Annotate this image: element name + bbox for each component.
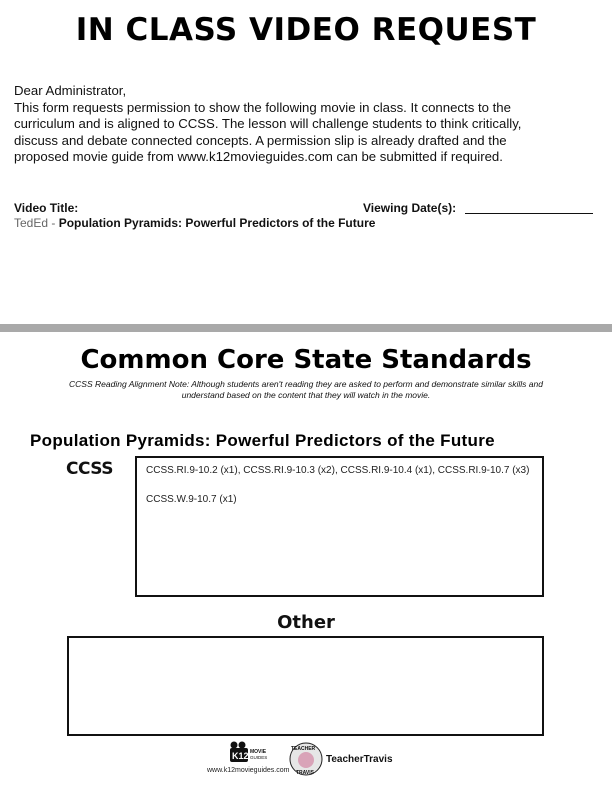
viewing-date-field[interactable] [465,201,593,214]
section-divider [0,324,612,332]
letter-line: curriculum and is aligned to CCSS. The lesson will challenge students to think critically, [14,116,522,131]
ccss-note-line: understand based on the content that they will watch in the movie. [181,390,431,400]
teacher-travis-badge [288,741,324,777]
request-letter [14,83,584,166]
video-source: TedEd - [14,216,59,230]
video-title-label: Video Title: [14,201,79,215]
letter-line: This form requests permission to show the following movie in class. It connects to the [14,99,511,115]
badge-heart-icon [298,752,314,768]
ccss-section-title: Common Core State Standards [80,345,532,375]
k12-movie-guides-logo [210,740,285,780]
video-title-text: Population Pyramids: Powerful Predictors of the Future [58,216,376,230]
footer-brand: TeacherTravis [326,754,393,765]
letter-line: proposed movie guide from www.k12movieguides.com can be submitted if required. [14,149,503,164]
video-title-value [14,216,375,230]
badge-top-text: TEACHER [291,746,316,752]
standards-text: CCSS.RI.9-10.2 (x1), CCSS.RI.9-10.3 (x2), CCSS.RI.9-10.4 (x1), CCSS.RI.9-10.7 (x3) [146,465,530,476]
ccss-label: CCSS [66,459,113,479]
movie-heading: Population Pyramids: Powerful Predictors of the Future [30,431,495,450]
standards-text: CCSS.W.9-10.7 (x1) [146,494,237,505]
letter-salutation: Dear Administrator, [14,83,127,98]
logo-movie-text: MOVIE [250,749,267,755]
badge-bottom-text: TRAVIS [296,770,314,776]
logo-guides-text: GUIDES [250,755,268,760]
ccss-alignment-note [50,379,562,401]
viewing-date-label: Viewing Date(s): [363,201,457,215]
letter-line: discuss and debate connected concepts. A permission slip is already drafted and the [14,132,507,148]
film-reel-icon [231,742,238,749]
ccss-standards-box [135,456,544,597]
ccss-note-line: CCSS Reading Alignment Note: Although students aren't reading they are asked to perform and demonstrate similar skills and [69,379,543,389]
page-title: IN CLASS VIDEO REQUEST [75,12,537,48]
other-box[interactable] [67,636,544,736]
logo-k12-text: K12 [232,751,249,761]
other-section-title: Other [277,612,335,633]
film-reel-icon [239,742,246,749]
footer-url[interactable]: www.k12movieguides.com [207,767,290,774]
